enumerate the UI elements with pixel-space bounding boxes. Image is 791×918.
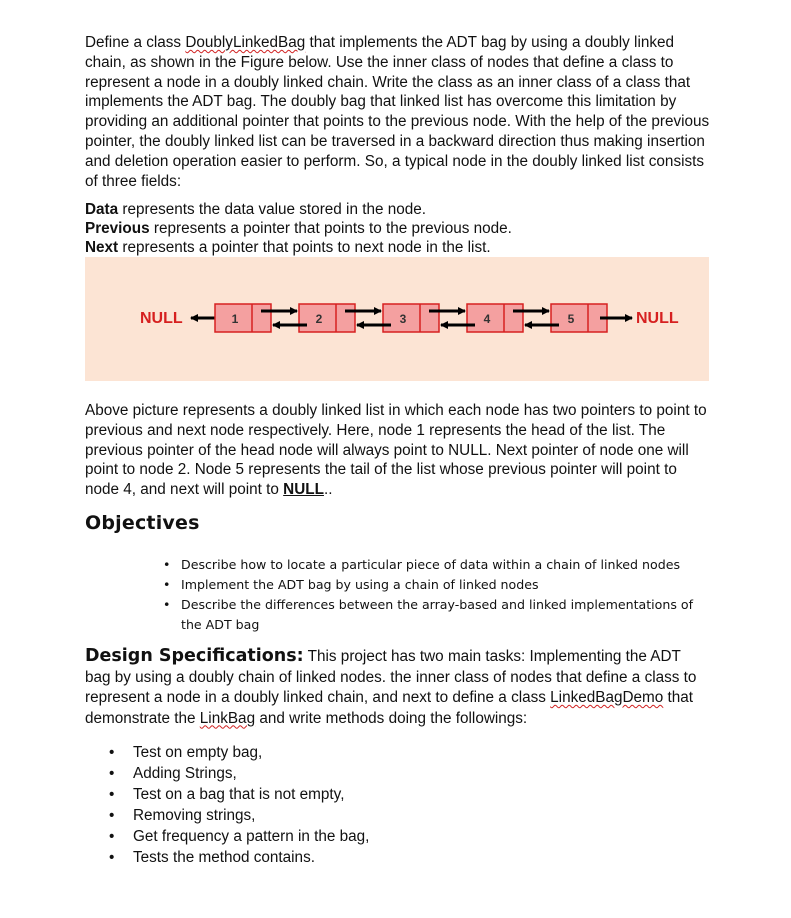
field-previous	[85, 220, 710, 239]
field-desc: represents a pointer that points to next node in the list.	[118, 238, 491, 256]
document-body	[85, 33, 710, 257]
node-value: 2	[315, 312, 323, 326]
design-text: that demonstrate the	[85, 689, 694, 727]
intro-paragraph	[85, 33, 710, 191]
intro-text: that implements the ADT bag by using a doubly linked chain, as shown in the Figure below. Use the inner class of nodes that define a class to represent a node in a doubly linked chain. Write the class as an inner class of a class that implements the ADT bag. The doubly bag that linked list has overcome this limitation by providing an additional pointer that points to the previous node. With the help of the previous pointer, the doubly linked list can be traversed in a backward direction thus making insertion and deletion operation easier to perform. So, a typical node in the doubly linked list consists of three fields:	[85, 34, 710, 190]
list-node	[215, 304, 271, 332]
objective-item: • Describe the differences between the array-based and linked implementations of the ADT bag	[163, 595, 703, 635]
field-data	[85, 201, 710, 220]
node-value: 1	[231, 312, 239, 326]
class-name-linkedbagdemo: LinkedBagDemo	[550, 689, 664, 706]
field-term: Data	[85, 201, 119, 219]
linked-list-diagram	[85, 257, 709, 381]
objectives-heading: Objectives	[85, 512, 200, 534]
class-name-linkbag: LinkBag	[199, 709, 256, 727]
objective-item: • Describe how to locate a particular piece of data within a chain of linked nodes	[163, 555, 703, 575]
field-term: Previous	[85, 219, 150, 237]
field-desc: represents the data value stored in the node.	[118, 201, 426, 219]
task-item: • Test on a bag that is not empty,	[109, 784, 369, 805]
null-reference-link[interactable]: NULL	[283, 481, 324, 499]
design-paragraph	[85, 646, 710, 729]
task-item: • Removing strings,	[109, 805, 369, 826]
node-fields-list	[85, 201, 710, 257]
list-node	[551, 304, 607, 332]
task-item: • Test on empty bag,	[109, 742, 369, 763]
field-next	[85, 239, 710, 258]
design-specifications	[85, 646, 710, 729]
class-name-doublylinkedbag: DoublyLinkedBag	[185, 34, 306, 51]
null-right-label: NULL	[636, 310, 679, 327]
figure-explanation	[85, 401, 710, 500]
node-value: 5	[567, 312, 575, 326]
list-node	[299, 304, 355, 332]
objective-item: • Implement the ADT bag by using a chain of linked nodes	[163, 575, 703, 595]
node-value: 4	[483, 312, 491, 326]
list-node	[383, 304, 439, 332]
design-text: and write methods doing the followings:	[255, 709, 528, 727]
intro-prefix: Define a class	[85, 34, 186, 51]
task-item: • Adding Strings,	[109, 763, 369, 784]
design-heading: Design Specifications:	[85, 646, 304, 666]
explanation-text: Above picture represents a doubly linked list in which each node has two pointers to point to previous and next node respectively. Here, node 1 represents the head of the list. The previous pointer of the head node will always point to NULL. Next pointer of node one will point to node 2. Node 5 represents the tail of the list whose previous pointer will point to node 4, and next will point to	[85, 402, 707, 499]
field-term: Next	[85, 238, 119, 256]
field-desc: represents a pointer that points to the previous node.	[149, 219, 512, 237]
design-text: This project has two main tasks: Implementing the ADT bag by using a doubly chain of linked nodes. the inner class of nodes that define a class to represent a node in a doubly linked chain, and next to define a class	[85, 648, 697, 706]
doubly-linked-list-figure	[85, 257, 709, 381]
task-list	[109, 742, 369, 868]
explanation-end: ..	[323, 481, 333, 499]
task-item: • Tests the method contains.	[109, 847, 369, 868]
null-left-label: NULL	[140, 310, 183, 327]
list-node	[467, 304, 523, 332]
node-value: 3	[399, 312, 407, 326]
explanation-paragraph	[85, 401, 710, 500]
task-item: • Get frequency a pattern in the bag,	[109, 826, 369, 847]
objectives-list	[163, 555, 703, 635]
